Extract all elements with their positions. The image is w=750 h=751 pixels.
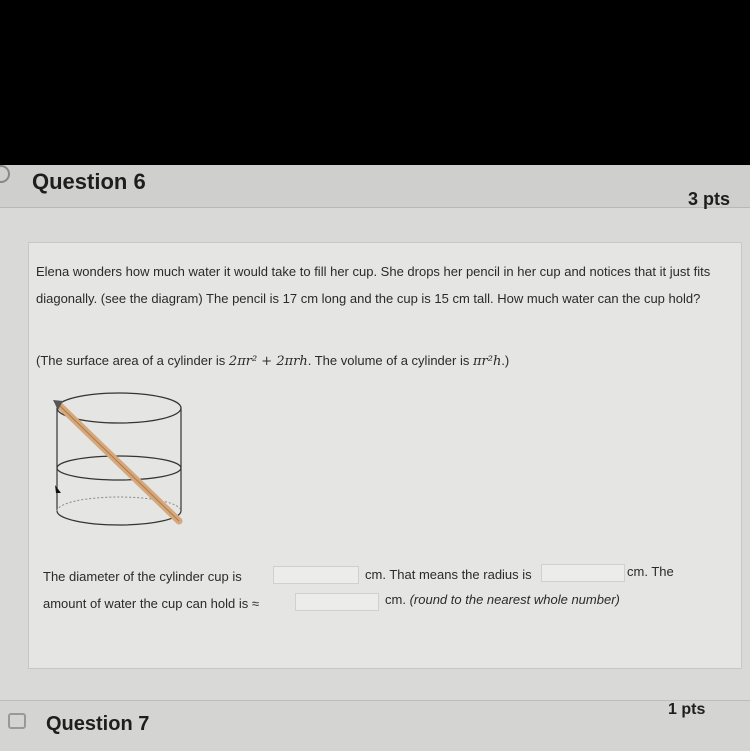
- answer-text-4: amount of water the cup can hold is ≈: [43, 596, 259, 611]
- question-body: [28, 242, 742, 669]
- volume-input[interactable]: [295, 593, 379, 611]
- question-header: [0, 165, 750, 208]
- question-prompt: Elena wonders how much water it would take to fill her cup. She drops her pencil in her cup and notices that it just fits diagonally. (see the diagram) The pencil is 17 cm long and the cup is 15 cm tall. How much water can the cup hold?: [36, 264, 711, 306]
- cursor-icon: [55, 485, 61, 493]
- next-question-header: [0, 700, 750, 751]
- answer-text-1: The diameter of the cylinder cup is: [43, 569, 242, 584]
- rounding-note: (round to the nearest whole number): [409, 592, 620, 607]
- question-title: Question 6: [32, 169, 146, 194]
- formula-note: [36, 353, 731, 369]
- answer-units: [385, 592, 620, 607]
- flag-icon[interactable]: [0, 165, 10, 183]
- next-question-title: Question 7: [46, 713, 150, 735]
- answer-text-5: cm.: [385, 592, 406, 607]
- formula-mid: . The volume of a cylinder is: [307, 353, 473, 368]
- flag-icon[interactable]: [8, 713, 26, 729]
- formula-suffix: .): [501, 353, 510, 368]
- pencil-edge: [59, 405, 179, 521]
- quiz-screen: [0, 165, 750, 750]
- surface-area-formula: 2πr² + 2πrh: [228, 354, 308, 369]
- diameter-input[interactable]: [273, 566, 359, 584]
- cylinder-diagram: [51, 383, 191, 543]
- cylinder-bottom-front: [57, 511, 181, 525]
- next-question-points: 1 pts: [668, 701, 706, 718]
- radius-input[interactable]: [541, 564, 625, 582]
- volume-formula: πr²h: [472, 354, 502, 369]
- question-points: 3 pts: [687, 189, 730, 209]
- formula-prefix: (The surface area of a cylinder is: [36, 353, 229, 368]
- answer-text-3: cm. The: [627, 564, 674, 579]
- answer-text-2: cm. That means the radius is: [365, 567, 532, 582]
